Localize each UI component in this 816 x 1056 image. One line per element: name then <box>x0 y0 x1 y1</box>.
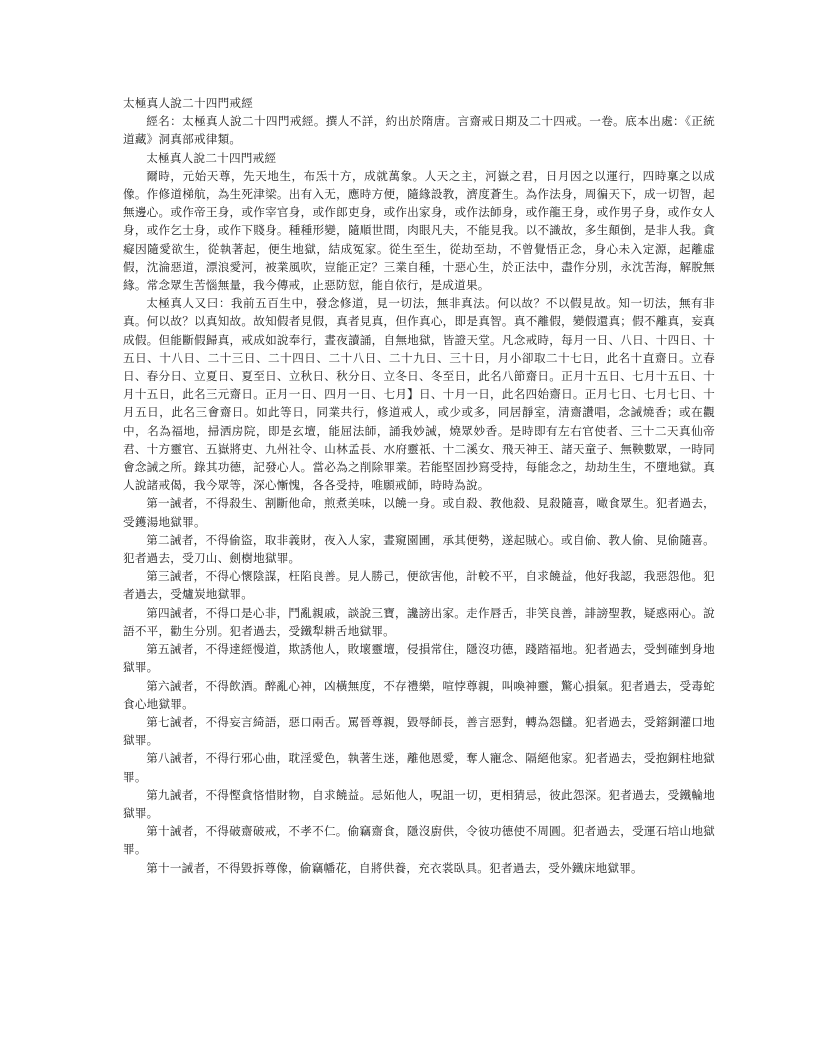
document-text-column <box>123 94 715 877</box>
precept-11-paragraph: 第十一誡者，不得毀拆尊像，偷竊幡花，自將供養，充衣裳臥具。犯者過去，受外鐵床地獄罪。 <box>146 860 643 875</box>
precept-3-paragraph: 第三誡者，不得心懷陰謀，枉陷良善。見人勝己，便欲害他，計較不平，自求饒益，他好我認，我惡怨他。犯者過去，受爐炭地獄罪。 <box>123 569 715 602</box>
discourse-paragraph: 太極真人又曰：我前五百生中，發念修道，見一切法，無非真法。何以故？不以假見故。知一切法，無有非真。何以故？以真知故。故知假者見假，真者見真，但作真心，即是真智。真不離假，變假還真；假不離真，妄真成假。但能斷假歸真，戒成如說奉行，晝夜讀誦，自無地獄，皆證天堂。凡念戒時，每月一日、八日、十四日、十五日、十八日、二十三日、二十四日、二十八日、二十九日、三十日，月小卻取二十七日，此名十直齋日。立春日、春分日、立夏日、夏至日、立秋日、秋分日、立冬日、冬至日，此名八節齋日。正月十五日、七月十五日、十月十五日，此名三元齋日。正月一日、四月一日、七月】日、十月一日，此名四始齋日。正月七日、七月七日、十月五日，此名三會齋日。如此等日，同業共行，修道戒人，或少或多，同居靜室，清齋讚唱，念誡燒香；或在觀中，名為福地，掃洒房院，即是玄壇，能屈法師，誦我妙誡，燒眾妙香。是時即有左右官使者、三十二天真仙帝君、十方靈官、五嶽將吏、九州社令、山林孟長、水府靈祇、十二溪女、飛天神王、諸天童子、無鞅數眾，一時同會念誡之所。錄其功德，記發心人。當必為之削除罪業。若能堅固抄寫受持，每能念之，劫劫生生，不墮地獄。真人說諸戒偈，我今眾等，深心慚愧，各各受持，唯願戒師，時時為說。 <box>123 296 715 493</box>
precept-8-paragraph: 第八誡者，不得行邪心曲，耽淫愛色，執著生迷，離他恩愛，奪人寵念、隔絕他家。犯者過去，受抱銅柱地獄罪。 <box>123 751 715 784</box>
scripture-subtitle: 太極真人說二十四門戒經 <box>146 150 277 165</box>
colophon-paragraph: 經名：太極真人說二十四門戒經。撰人不詳，約出於隋唐。言齋戒日期及二十四戒。一卷。底本出處：《正統道藏》洞真部戒律類。 <box>123 114 715 147</box>
precept-10-paragraph: 第十誡者，不得破齋破戒，不孝不仁。偷竊齋食，隱沒廚供，令彼功德使不周圓。犯者過去，受運石培山地獄罪。 <box>123 824 715 857</box>
precept-7-paragraph: 第七誡者，不得妄言綺語，惡口兩舌。罵晉尊親，毀辱師長，善言惡對，轉為怨讎。犯者過去，受鎔銅灌口地獄罪。 <box>123 714 715 748</box>
opening-paragraph: 爾時，元始天尊，先天地生，布炁十方，成就萬象。人天之主，河嶽之君，日月因之以運行，四時稟之以成像。作修道梯航，為生死津梁。出有入无，應時方便，隨緣設教，濟度蒼生。為作法身，周徧天下，成一切智，起無邊心。或作帝王身，或作宰官身，或作郎吏身，或作出家身，或作法師身，或作龍王身，或作男子身，或作女人身，或作乞士身，或作下賤身。種種形變，隨順世間，肉眼凡夫，不能見我。以不識故，多生顛倒，是非人我。貪癡因隨愛欲生，從執著起，便生地獄，結成冤家。從生至生，從劫至劫，不曾覺悟正念，身心未入定源，起離虛假，沈淪惡道，漂浪愛河，被業風吹，豈能正定？三業自種，十惡心生，於正法中，盡作分別，永沈苦海，解脫無緣。常念眾生苦惱無量，我今傳戒，止惡防愆，能自依行，是成道果。 <box>123 168 715 293</box>
precept-9-paragraph: 第九誡者，不得慳貪悋惜財物，自求饒益。忌妬他人，呪詛一切，更相猜忌，彼此怨深。犯者過去，受鐵輪地獄罪。 <box>123 787 715 820</box>
precept-4-paragraph: 第四誡者，不得口是心非，鬥亂親戚，談說三寶，讒謗出家。走作唇舌，非笑良善，誹謗聖教，疑惑兩心。說語不平，勸生分別。犯者過去，受鐵犁耕舌地獄罪。 <box>123 605 715 638</box>
document-title: 太極真人說二十四門戒經 <box>123 96 254 110</box>
precept-6-paragraph: 第六誡者，不得飲酒。醉亂心神，凶橫無度，不存禮樂，喧悖尊親，叫喚神靈，驚心損氣。犯者過去，受毒蛇食心地獄罪。 <box>123 678 715 711</box>
precept-2-paragraph: 第二誡者，不得偷盜，取非義財，夜入人家，晝窺園圃，承其便勢，遂起賊心。或自偷、教人偷、見偷隨喜。犯者過去，受刀山、劍樹地獄罪。 <box>123 532 715 566</box>
precept-5-paragraph: 第五誡者，不得達經慢道，欺誘他人，敗壞靈壇，侵損常住，隱沒功德，踐踏福地。犯者過去，受剉確剉身地獄罪。 <box>123 642 715 675</box>
precept-1-paragraph: 第一誡者，不得殺生、割斷他命，煎煮美味，以饒一身。或自殺、教他殺、見殺隨喜，噉食眾生。犯者過去，受鑊湯地獄罪。 <box>123 496 715 529</box>
